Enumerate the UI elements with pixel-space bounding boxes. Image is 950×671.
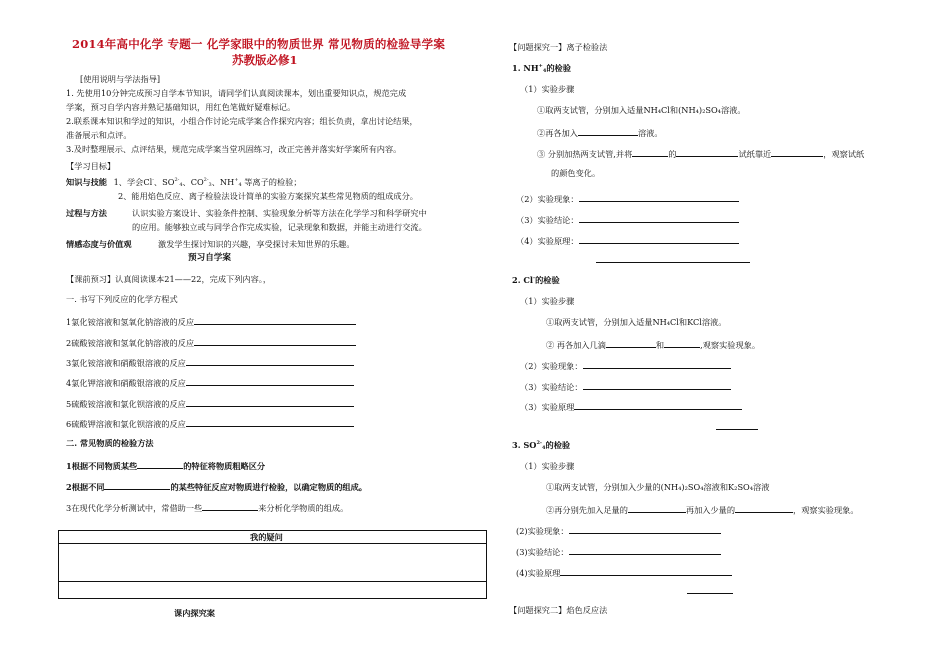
guide-line: 3.及时整理展示、点评结果，规范完成学案当堂巩固练习，改正完善并落实好学案所有内容。 (66, 144, 402, 154)
method-2: 2根据不同 的某些特征反应对物质进行检验，以确定物质的组成。 (66, 482, 367, 492)
so4-conclusion: (3)实验结论： (516, 545, 721, 558)
cl-step-1: ①取两支试管，分别加入适量NH₄Cl和KCl溶液。 (546, 317, 727, 327)
nh4-heading: 1. $NH^+_4$的检验 (512, 63, 571, 74)
method-3: 3在现代化学分析测试中，常借助一些 来分析化学物质的组成。 (66, 503, 349, 513)
goal-knowledge: 知识与技能 1、学会Cl-、$SO^{2-}_4$、$CO^{2-}_3$、$NH^+_4$ 等离子的检验； (66, 177, 302, 188)
goal-knowledge-2: 2、能用焰色反应、离子检验法设计简单的实验方案探究某些常见物质的组成成分。 (118, 191, 418, 201)
cl-conclusion: （3）实验结论： (520, 380, 731, 393)
nh4-step-1: ①取两支试管，分别加入适量NH₄Cl和(NH₄)₂SO₄溶液。 (537, 105, 746, 115)
steps-label: （1）实验步骤 (520, 84, 575, 94)
so4-step-2: ②再分别先加入足量的 再加入少量的 ，观察实验现象。 (546, 505, 859, 515)
reaction-item: 2硫酸铵溶液和氢氧化钠溶液的反应 (66, 336, 356, 349)
doubt-title: 我的疑问 (250, 532, 283, 542)
cl-heading: 2. Cl-的检验 (512, 275, 560, 285)
nh4-step-2: ②再各加入 溶液。 (537, 128, 663, 138)
goal-process-2: 的应用。能够独立或与同学合作完成实验，记录现象和数据，并能主动进行交流。 (132, 222, 427, 232)
goal-label: 过程与方法 (66, 208, 107, 218)
document-title: 2014年高中化学 专题一 化学家眼中的物质世界 常见物质的检验导学案 (72, 37, 446, 51)
inclass-title: 课内探究案 (174, 608, 215, 618)
document-subtitle: 苏教版必修1 (232, 53, 298, 67)
guide-line: 2.联系课本知识和学过的知识，小组合作讨论完成学案合作探究内容；组长负责，拿出讨论结果， (66, 116, 418, 126)
steps-label: （1）实验步骤 (520, 461, 575, 471)
section-heading: 二. 常见物质的检验方法 (66, 438, 154, 448)
preview-title: 预习自学案 (188, 253, 231, 263)
nh4-conclusion: （3）实验结论： (516, 213, 739, 226)
reaction-item: 6硫酸钾溶液和氯化钡溶液的反应 (66, 417, 354, 430)
goal-label: 情感态度与价值观 (66, 239, 132, 249)
guide-line: 1. 先使用10分钟完成预习自学本节知识，请同学们认真阅读课本，划出重要知识点，规范完成 (66, 88, 407, 98)
goal-attitude: 激发学生探讨知识的兴趣，享受探讨未知世界的乐趣。 (158, 239, 355, 249)
steps-label: （1）实验步骤 (520, 296, 575, 306)
cl-principle: （3）实验原理 (520, 400, 742, 413)
nh4-step-3: ③ 分别加热两支试管,并将 的 试纸靠近 ，观察试纸 (537, 149, 865, 159)
nh4-phenomenon: （2）实验现象： (516, 192, 739, 205)
section-heading: 一. 书写下列反应的化学方程式 (66, 294, 178, 304)
method-1: 1根据不同物质某些 的特征将物质粗略区分 (66, 461, 266, 471)
goal-label: 知识与技能 (66, 177, 107, 187)
so4-phenomenon: (2)实验现象： (516, 524, 721, 537)
so4-heading: 3. $SO^{2-}_4$的检验 (512, 440, 571, 451)
so4-principle: (4)实验原理 (516, 566, 732, 579)
guide-line: 学案，预习自学内容并熟记基础知识，用红色笔做好疑难标记。 (66, 102, 296, 112)
goal-header: 【学习目标】 (66, 161, 116, 171)
goal-process-1: 认识实验方案设计、实验条件控制、实验现象分析等方法在化学学习和科学研究中 (132, 208, 427, 218)
inquiry-2-header: 【问题探究二】焰色反应法 (509, 605, 608, 615)
reaction-item: 1氯化铵溶液和氢氧化钠溶液的反应 (66, 315, 356, 328)
reaction-item: 3氯化铵溶液和硝酸银溶液的反应 (66, 356, 354, 369)
nh4-principle: （4）实验原理： (516, 234, 739, 247)
inquiry-1-header: 【问题探究一】离子检验法 (509, 42, 608, 52)
so4-step-1: ①取两支试管，分别加入少量的(NH₄)₂SO₄溶液和K₂SO₄溶液 (546, 482, 770, 492)
preview-header: 【课前预习】认真阅读课本21——22，完成下列内容。， (66, 274, 272, 284)
cl-step-2: ② 再各加入几滴 和 ,观察实验现象。 (546, 340, 761, 350)
reaction-item: 5硫酸铵溶液和氯化钡溶液的反应 (66, 397, 354, 410)
nh4-step-3b: 的颜色变化。 (551, 168, 601, 178)
cl-phenomenon: （2）实验现象： (520, 359, 731, 372)
reaction-item: 4氯化钾溶液和硝酸银溶液的反应 (66, 376, 354, 389)
guide-line: 准备展示和点评。 (66, 130, 132, 140)
guide-header: [使用说明与学法指导] (80, 74, 161, 84)
